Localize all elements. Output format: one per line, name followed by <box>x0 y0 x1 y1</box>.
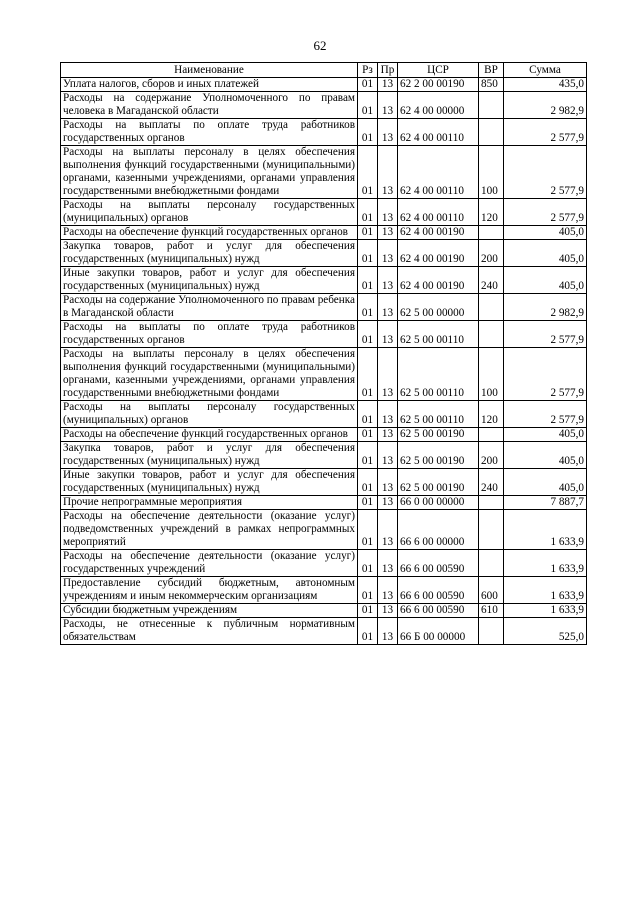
cell-name: Предоставление субсидий бюджетным, автономным учреждениям и иным некоммерческим организациям <box>61 577 358 604</box>
cell-sum: 2 982,9 <box>504 294 587 321</box>
cell-rz: 01 <box>358 604 378 618</box>
cell-csr: 66 6 00 00590 <box>398 577 479 604</box>
cell-sum: 2 577,9 <box>504 401 587 428</box>
cell-sum: 1 633,9 <box>504 604 587 618</box>
cell-name: Расходы на выплаты персоналу государственных (муниципальных) органов <box>61 401 358 428</box>
cell-vr: 240 <box>479 469 504 496</box>
cell-vr: 610 <box>479 604 504 618</box>
header-pr: Пр <box>378 63 398 78</box>
header-sum: Сумма <box>504 63 587 78</box>
cell-rz: 01 <box>358 267 378 294</box>
cell-pr: 13 <box>378 618 398 645</box>
cell-csr: 62 4 00 00190 <box>398 240 479 267</box>
cell-pr: 13 <box>378 240 398 267</box>
cell-pr: 13 <box>378 199 398 226</box>
header-vr: ВР <box>479 63 504 78</box>
table-row <box>61 294 587 321</box>
cell-pr: 13 <box>378 496 398 510</box>
cell-name: Субсидии бюджетным учреждениям <box>61 604 358 618</box>
page-number: 62 <box>313 38 327 53</box>
cell-sum: 405,0 <box>504 226 587 240</box>
cell-vr: 100 <box>479 348 504 401</box>
cell-rz: 01 <box>358 348 378 401</box>
table-row <box>61 119 587 146</box>
cell-name: Расходы на выплаты по оплате труда работников государственных органов <box>61 119 358 146</box>
cell-rz: 01 <box>358 199 378 226</box>
cell-rz: 01 <box>358 119 378 146</box>
cell-rz: 01 <box>358 92 378 119</box>
cell-vr <box>479 496 504 510</box>
table-row <box>61 469 587 496</box>
table-row <box>61 401 587 428</box>
cell-pr: 13 <box>378 78 398 92</box>
cell-vr: 100 <box>479 146 504 199</box>
cell-csr: 62 5 00 00190 <box>398 442 479 469</box>
cell-pr: 13 <box>378 469 398 496</box>
cell-rz: 01 <box>358 428 378 442</box>
cell-name: Расходы на выплаты по оплате труда работников государственных органов <box>61 321 358 348</box>
cell-name: Расходы на выплаты персоналу государственных (муниципальных) органов <box>61 199 358 226</box>
cell-name: Иные закупки товаров, работ и услуг для обеспечения государственных (муниципальных) нужд <box>61 469 358 496</box>
cell-name: Закупка товаров, работ и услуг для обеспечения государственных (муниципальных) нужд <box>61 442 358 469</box>
cell-sum: 2 982,9 <box>504 92 587 119</box>
cell-pr: 13 <box>378 510 398 550</box>
cell-name: Расходы на выплаты персоналу в целях обеспечения выполнения функций государственными (муниципальными) органами, казенными учреждениями, органами управления государственными внебюджетными фондами <box>61 146 358 199</box>
cell-sum: 2 577,9 <box>504 146 587 199</box>
cell-pr: 13 <box>378 442 398 469</box>
cell-csr: 62 5 00 00000 <box>398 294 479 321</box>
cell-name: Расходы на обеспечение функций государственных органов <box>61 226 358 240</box>
cell-csr: 62 4 00 00110 <box>398 119 479 146</box>
cell-csr: 62 5 00 00190 <box>398 469 479 496</box>
cell-pr: 13 <box>378 348 398 401</box>
cell-vr <box>479 92 504 119</box>
cell-pr: 13 <box>378 294 398 321</box>
cell-sum: 2 577,9 <box>504 348 587 401</box>
header-name: Наименование <box>61 63 358 78</box>
table-row <box>61 348 587 401</box>
cell-csr: 62 5 00 00110 <box>398 348 479 401</box>
cell-csr: 66 6 00 00590 <box>398 604 479 618</box>
cell-rz: 01 <box>358 226 378 240</box>
cell-vr <box>479 510 504 550</box>
cell-rz: 01 <box>358 321 378 348</box>
table-row <box>61 146 587 199</box>
cell-sum: 1 633,9 <box>504 510 587 550</box>
cell-pr: 13 <box>378 267 398 294</box>
cell-sum: 435,0 <box>504 78 587 92</box>
table-row <box>61 78 587 92</box>
table-row <box>61 199 587 226</box>
table-row <box>61 496 587 510</box>
cell-sum: 1 633,9 <box>504 577 587 604</box>
table-row <box>61 267 587 294</box>
cell-csr: 66 0 00 00000 <box>398 496 479 510</box>
cell-pr: 13 <box>378 577 398 604</box>
cell-rz: 01 <box>358 510 378 550</box>
cell-vr <box>479 428 504 442</box>
cell-sum: 405,0 <box>504 469 587 496</box>
cell-vr <box>479 119 504 146</box>
table-body <box>61 78 587 645</box>
table-row <box>61 550 587 577</box>
cell-rz: 01 <box>358 577 378 604</box>
header-rz: Рз <box>358 63 378 78</box>
table-row <box>61 428 587 442</box>
cell-name: Расходы, не отнесенные к публичным нормативным обязательствам <box>61 618 358 645</box>
cell-pr: 13 <box>378 321 398 348</box>
cell-rz: 01 <box>358 496 378 510</box>
table-row <box>61 510 587 550</box>
cell-rz: 01 <box>358 469 378 496</box>
cell-name: Расходы на обеспечение деятельности (оказание услуг) подведомственных учреждений в рамках непрограммных мероприятий <box>61 510 358 550</box>
cell-sum: 7 887,7 <box>504 496 587 510</box>
table-row <box>61 577 587 604</box>
table-row <box>61 442 587 469</box>
cell-name: Прочие непрограммные мероприятия <box>61 496 358 510</box>
cell-rz: 01 <box>358 78 378 92</box>
cell-sum: 405,0 <box>504 267 587 294</box>
table-header-row <box>61 63 587 78</box>
table-row <box>61 240 587 267</box>
cell-rz: 01 <box>358 442 378 469</box>
cell-sum: 2 577,9 <box>504 199 587 226</box>
header-csr: ЦСР <box>398 63 479 78</box>
cell-vr <box>479 618 504 645</box>
cell-sum: 405,0 <box>504 442 587 469</box>
table-row <box>61 92 587 119</box>
cell-csr: 66 6 00 00590 <box>398 550 479 577</box>
cell-name: Расходы на обеспечение деятельности (оказание услуг) государственных учреждений <box>61 550 358 577</box>
cell-csr: 62 5 00 00110 <box>398 321 479 348</box>
cell-vr: 120 <box>479 401 504 428</box>
cell-sum: 2 577,9 <box>504 321 587 348</box>
cell-vr <box>479 226 504 240</box>
cell-sum: 2 577,9 <box>504 119 587 146</box>
cell-pr: 13 <box>378 401 398 428</box>
cell-csr: 62 4 00 00190 <box>398 226 479 240</box>
cell-name: Уплата налогов, сборов и иных платежей <box>61 78 358 92</box>
cell-pr: 13 <box>378 146 398 199</box>
cell-sum: 405,0 <box>504 428 587 442</box>
cell-csr: 62 4 00 00190 <box>398 267 479 294</box>
table-row <box>61 618 587 645</box>
cell-pr: 13 <box>378 92 398 119</box>
cell-pr: 13 <box>378 550 398 577</box>
cell-vr: 200 <box>479 240 504 267</box>
cell-vr: 120 <box>479 199 504 226</box>
cell-name: Иные закупки товаров, работ и услуг для обеспечения государственных (муниципальных) нужд <box>61 267 358 294</box>
cell-vr: 850 <box>479 78 504 92</box>
cell-csr: 62 4 00 00110 <box>398 146 479 199</box>
cell-vr: 200 <box>479 442 504 469</box>
cell-csr: 62 5 00 00190 <box>398 428 479 442</box>
cell-rz: 01 <box>358 240 378 267</box>
cell-pr: 13 <box>378 604 398 618</box>
cell-rz: 01 <box>358 294 378 321</box>
table-row <box>61 226 587 240</box>
cell-rz: 01 <box>358 401 378 428</box>
cell-csr: 62 5 00 00110 <box>398 401 479 428</box>
cell-vr: 600 <box>479 577 504 604</box>
cell-vr: 240 <box>479 267 504 294</box>
cell-pr: 13 <box>378 119 398 146</box>
cell-name: Расходы на выплаты персоналу в целях обеспечения выполнения функций государственными (муниципальными) органами, казенными учреждениями, органами управления государственными внебюджетными фондами <box>61 348 358 401</box>
cell-csr: 62 4 00 00110 <box>398 199 479 226</box>
table-row <box>61 321 587 348</box>
cell-name: Закупка товаров, работ и услуг для обеспечения государственных (муниципальных) нужд <box>61 240 358 267</box>
cell-name: Расходы на содержание Уполномоченного по правам ребенка в Магаданской области <box>61 294 358 321</box>
cell-csr: 62 2 00 00190 <box>398 78 479 92</box>
table-row <box>61 604 587 618</box>
cell-vr <box>479 321 504 348</box>
cell-sum: 1 633,9 <box>504 550 587 577</box>
cell-vr <box>479 550 504 577</box>
cell-rz: 01 <box>358 550 378 577</box>
cell-name: Расходы на обеспечение функций государственных органов <box>61 428 358 442</box>
budget-table <box>60 62 587 645</box>
cell-sum: 405,0 <box>504 240 587 267</box>
cell-csr: 66 Б 00 00000 <box>398 618 479 645</box>
cell-csr: 66 6 00 00000 <box>398 510 479 550</box>
cell-rz: 01 <box>358 146 378 199</box>
cell-pr: 13 <box>378 226 398 240</box>
cell-rz: 01 <box>358 618 378 645</box>
cell-sum: 525,0 <box>504 618 587 645</box>
cell-name: Расходы на содержание Уполномоченного по правам человека в Магаданской области <box>61 92 358 119</box>
cell-pr: 13 <box>378 428 398 442</box>
cell-csr: 62 4 00 00000 <box>398 92 479 119</box>
cell-vr <box>479 294 504 321</box>
